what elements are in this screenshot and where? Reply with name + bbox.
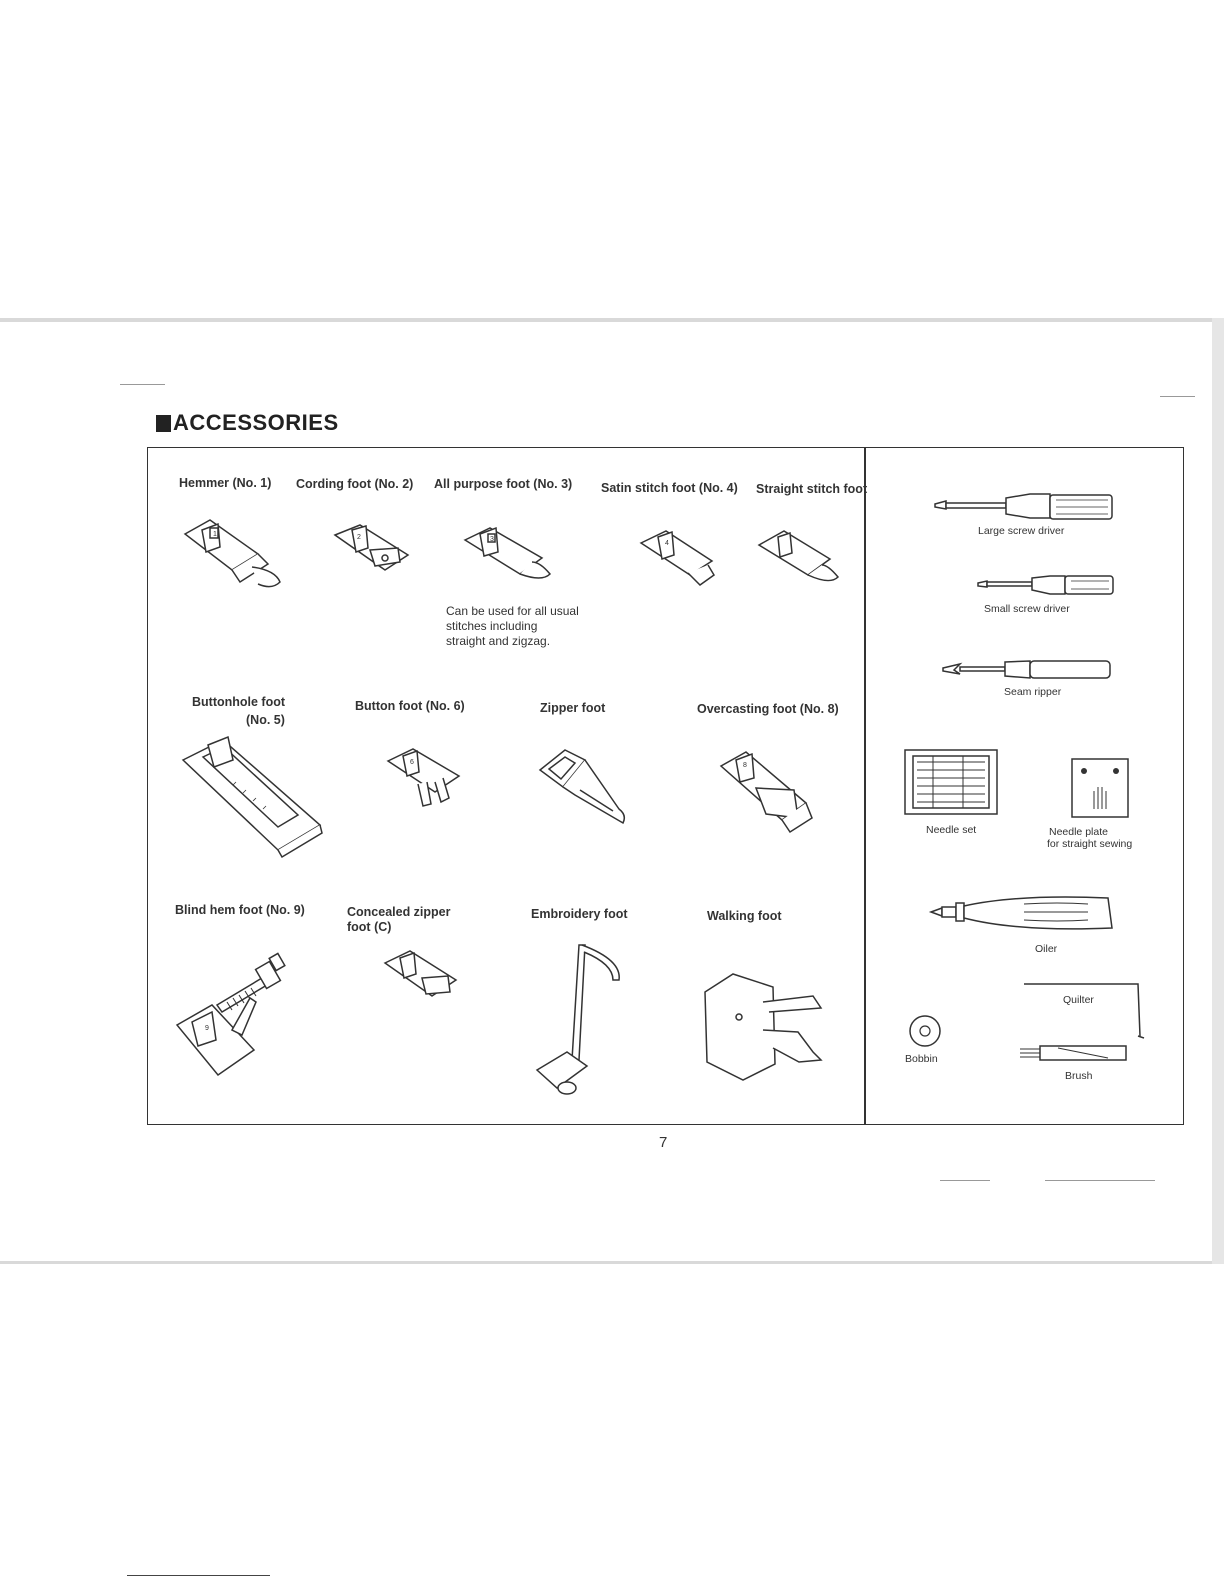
frame-divider	[864, 447, 866, 1125]
small-screwdriver-label: Small screw driver	[984, 603, 1070, 615]
svg-text:8: 8	[743, 762, 747, 769]
all-purpose-note-line-3: straight and zigzag.	[446, 634, 551, 648]
svg-text:6: 6	[410, 759, 414, 766]
satin-stitch-foot-illustration	[638, 527, 720, 595]
blind-hem-foot-illustration	[172, 950, 302, 1085]
footer-rule	[127, 1575, 270, 1576]
seam-ripper-illustration	[940, 656, 1120, 684]
large-screwdriver-label: Large screw driver	[978, 525, 1065, 537]
cording-foot-label: Cording foot (No. 2)	[296, 477, 414, 491]
button-foot-label: Button foot (No. 6)	[355, 699, 465, 713]
quilter-illustration	[1022, 980, 1146, 1040]
button-foot-illustration	[383, 746, 463, 812]
needle-plate-label: Needle plate	[1049, 826, 1108, 838]
satin-stitch-foot-label: Satin stitch foot (No. 4)	[601, 481, 738, 495]
needle-set-illustration	[903, 748, 999, 816]
needle-plate-illustration	[1070, 757, 1130, 819]
cording-foot-illustration	[330, 520, 420, 590]
heading-text: ACCESSORIES	[173, 410, 339, 435]
all-purpose-foot-label: All purpose foot (No. 3)	[434, 477, 573, 491]
hemmer-label: Hemmer (No. 1)	[179, 476, 272, 490]
overcasting-foot-label: Overcasting foot (No. 8)	[697, 702, 839, 716]
walking-foot-label: Walking foot	[707, 909, 782, 923]
bobbin-label: Bobbin	[905, 1053, 938, 1065]
buttonhole-foot-label: Buttonhole foot	[192, 695, 286, 709]
all-purpose-note-line-2: stitches including	[446, 619, 538, 633]
needle-plate-label-2: for straight sewing	[1047, 838, 1133, 850]
scan-speck	[1045, 1180, 1155, 1181]
embroidery-foot-label: Embroidery foot	[531, 907, 628, 921]
zipper-foot-label: Zipper foot	[540, 701, 606, 715]
walking-foot-illustration	[703, 972, 828, 1082]
brush-illustration	[1018, 1040, 1130, 1066]
svg-text:4: 4	[665, 540, 669, 547]
page-number: 7	[659, 1134, 668, 1151]
concealed-zipper-foot-label-2: foot (C)	[347, 920, 392, 934]
small-screwdriver-illustration	[975, 572, 1120, 598]
svg-text:3: 3	[490, 536, 494, 543]
scan-speck	[120, 384, 165, 385]
svg-text:2: 2	[357, 534, 361, 541]
brush-label: Brush	[1065, 1070, 1093, 1082]
svg-text:1: 1	[213, 531, 217, 538]
page-heading	[156, 410, 339, 436]
hemmer-illustration	[180, 512, 290, 597]
bobbin-illustration	[907, 1013, 943, 1049]
scan-speck	[940, 1180, 990, 1181]
heading-bullet	[156, 415, 171, 432]
seam-ripper-label: Seam ripper	[1004, 686, 1062, 698]
overcasting-foot-illustration	[716, 748, 816, 836]
concealed-zipper-foot-illustration	[382, 948, 460, 1016]
oiler-label: Oiler	[1035, 943, 1058, 955]
svg-text:9: 9	[205, 1025, 209, 1032]
scan-speck	[1160, 396, 1195, 397]
buttonhole-foot-illustration	[178, 735, 326, 860]
straight-stitch-foot-label: Straight stitch foot	[756, 482, 868, 496]
buttonhole-foot-number: (No. 5)	[246, 713, 285, 727]
scan-edge	[1212, 318, 1224, 1264]
zipper-foot-illustration	[535, 745, 630, 830]
blind-hem-foot-label: Blind hem foot (No. 9)	[175, 903, 305, 917]
needle-set-label: Needle set	[926, 824, 977, 836]
oiler-illustration	[928, 890, 1118, 938]
embroidery-foot-illustration	[527, 940, 627, 1100]
all-purpose-note-line-1: Can be used for all usual	[446, 604, 579, 618]
large-screwdriver-illustration	[930, 490, 1120, 526]
concealed-zipper-foot-label: Concealed zipper	[347, 905, 451, 919]
quilter-label: Quilter	[1063, 994, 1094, 1006]
straight-stitch-foot-illustration	[756, 527, 841, 595]
all-purpose-foot-illustration	[462, 522, 557, 594]
